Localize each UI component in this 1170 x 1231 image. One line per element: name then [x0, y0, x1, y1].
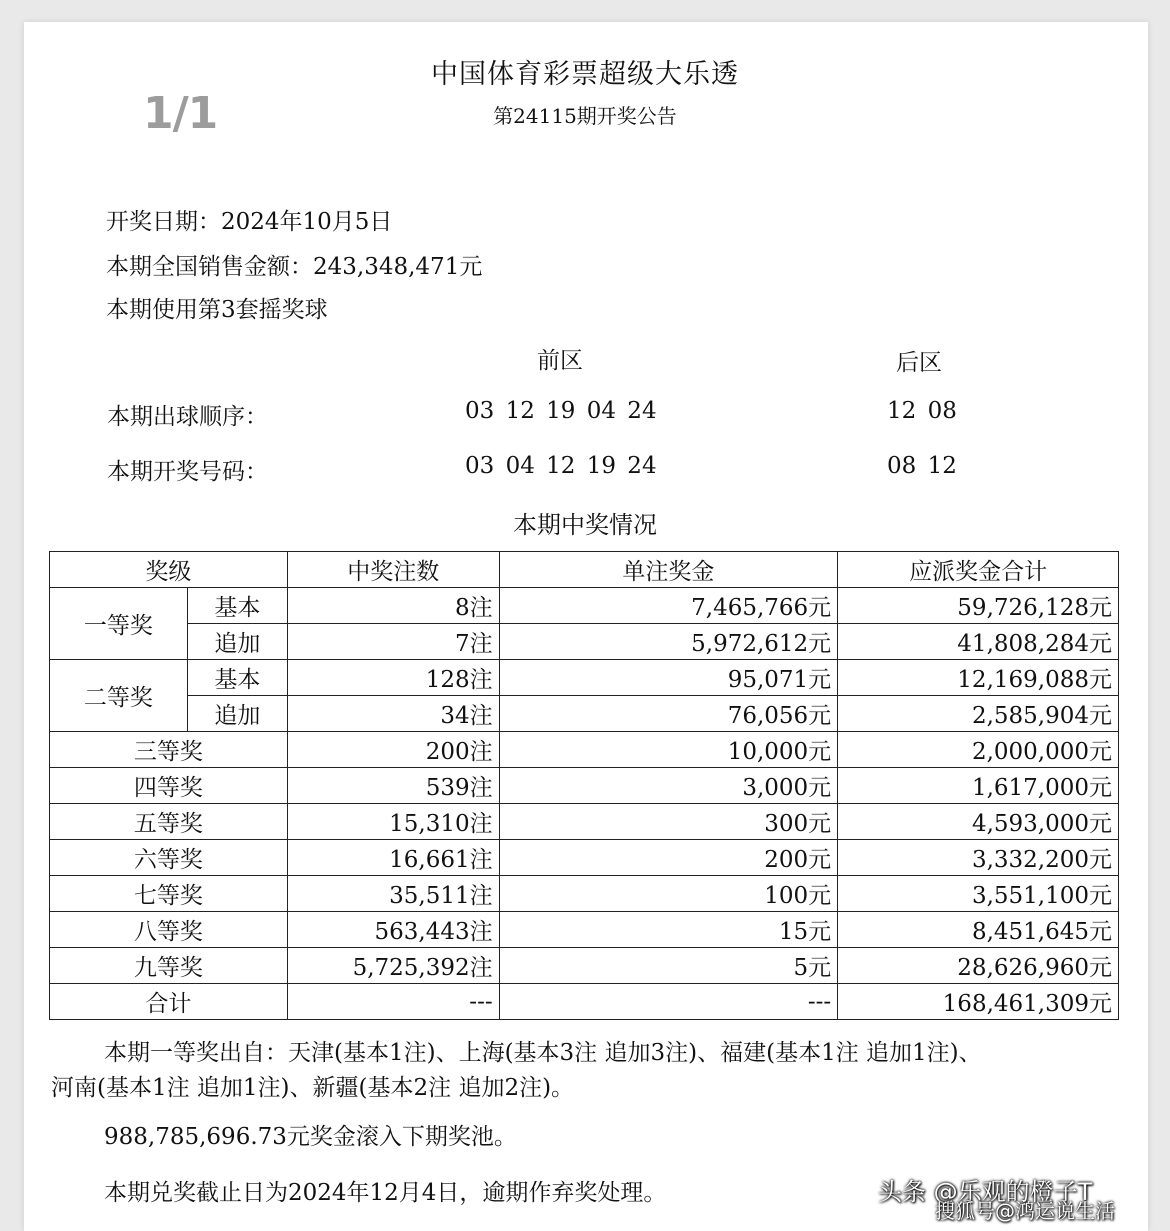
winning-numbers-front: 03 04 12 19 24: [465, 453, 657, 479]
header-level: 奖级: [50, 552, 288, 588]
winning-numbers-label: 本期开奖号码：: [107, 459, 268, 485]
jackpot-rollover: 988,785,696.73元奖金滚入下期奖池。: [104, 1124, 517, 1150]
table-row: [50, 948, 1119, 984]
prize-level: 八等奖: [50, 912, 288, 948]
header-total: 应派奖金合计: [838, 552, 1119, 588]
prize-total: 4,593,000元: [838, 804, 1119, 840]
winner-count: 128注: [287, 660, 499, 696]
table-row: [50, 840, 1119, 876]
watermark-toutiao: 头条 @乐观的橙子T: [878, 1178, 1093, 1206]
front-zone-heading: 前区: [537, 348, 583, 374]
issue-subtitle: 第24115期开奖公告: [493, 104, 677, 128]
bet-type: 基本: [187, 588, 287, 624]
prize-total: 8,451,645元: [838, 912, 1119, 948]
winner-count: 16,661注: [287, 840, 499, 876]
prize-amount: 100元: [499, 876, 838, 912]
sales-amount: 本期全国销售金额：243,348,471元: [106, 254, 483, 280]
watermark-sohu: 搜狐号@鸿运说生活: [935, 1199, 1115, 1223]
draw-date: 开奖日期：2024年10月5日: [106, 209, 393, 235]
prize-section-title: 本期中奖情况: [513, 511, 657, 539]
prize-total: 28,626,960元: [838, 948, 1119, 984]
first-prize-origin-line2: 河南(基本1注 追加1注)、新疆(基本2注 追加2注)。: [51, 1075, 575, 1101]
table-row: [50, 588, 1119, 624]
winner-count: 563,443注: [287, 912, 499, 948]
prize-total: 41,808,284元: [838, 624, 1119, 660]
page-indicator: 1/1: [143, 88, 218, 139]
table-row: [50, 732, 1119, 768]
prize-level: 合计: [50, 984, 288, 1020]
prize-total: 3,332,200元: [838, 840, 1119, 876]
prize-level: 四等奖: [50, 768, 288, 804]
prize-level: 三等奖: [50, 732, 288, 768]
ball-set: 本期使用第3套摇奖球: [106, 297, 328, 323]
prize-table: [49, 551, 1119, 1020]
header-count: 中奖注数: [287, 552, 499, 588]
prize-amount: 10,000元: [499, 732, 838, 768]
prize-total: 3,551,100元: [838, 876, 1119, 912]
table-total-row: [50, 984, 1119, 1020]
prize-total: 2,000,000元: [838, 732, 1119, 768]
bet-type: 基本: [187, 660, 287, 696]
draw-order-back: 12 08: [887, 398, 957, 424]
prize-amount: 300元: [499, 804, 838, 840]
winner-count: 34注: [287, 696, 499, 732]
winner-count: 5,725,392注: [287, 948, 499, 984]
prize-amount: 15元: [499, 912, 838, 948]
table-row: [50, 876, 1119, 912]
bet-type: 追加: [187, 696, 287, 732]
prize-level: 一等奖: [50, 588, 188, 660]
prize-level: 六等奖: [50, 840, 288, 876]
draw-order-label: 本期出球顺序：: [107, 404, 268, 430]
header-amount: 单注奖金: [499, 552, 838, 588]
prize-total: 59,726,128元: [838, 588, 1119, 624]
winner-count: 539注: [287, 768, 499, 804]
winner-count: 200注: [287, 732, 499, 768]
prize-amount: 95,071元: [499, 660, 838, 696]
prize-total: 12,169,088元: [838, 660, 1119, 696]
table-row: [50, 768, 1119, 804]
prize-amount: 5,972,612元: [499, 624, 838, 660]
claim-deadline: 本期兑奖截止日为2024年12月4日，逾期作弃奖处理。: [104, 1180, 667, 1206]
winner-count: 15,310注: [287, 804, 499, 840]
prize-level: 五等奖: [50, 804, 288, 840]
prize-amount: 7,465,766元: [499, 588, 838, 624]
prize-level: 九等奖: [50, 948, 288, 984]
back-zone-heading: 后区: [896, 350, 942, 376]
prize-amount: 76,056元: [499, 696, 838, 732]
first-prize-origin-line1: 本期一等奖出自：天津(基本1注)、上海(基本3注 追加3注)、福建(基本1注 追加1注)、: [104, 1040, 982, 1066]
prize-amount: 200元: [499, 840, 838, 876]
prize-amount: 5元: [499, 948, 838, 984]
table-row: [50, 804, 1119, 840]
page-title: 中国体育彩票超级大乐透: [431, 59, 739, 90]
prize-total: 168,461,309元: [838, 984, 1119, 1020]
table-row: [50, 660, 1119, 696]
prize-total: 1,617,000元: [838, 768, 1119, 804]
prize-amount: 3,000元: [499, 768, 838, 804]
winner-count: 8注: [287, 588, 499, 624]
prize-total: 2,585,904元: [838, 696, 1119, 732]
prize-level: 二等奖: [50, 660, 188, 732]
prize-amount: ---: [499, 984, 838, 1020]
winner-count: ---: [287, 984, 499, 1020]
prize-level: 七等奖: [50, 876, 288, 912]
table-header-row: [50, 552, 1119, 588]
table-row: [50, 624, 1119, 660]
winner-count: 7注: [287, 624, 499, 660]
winning-numbers-back: 08 12: [887, 453, 957, 479]
draw-order-front: 03 12 19 04 24: [465, 398, 657, 424]
winner-count: 35,511注: [287, 876, 499, 912]
bet-type: 追加: [187, 624, 287, 660]
table-row: [50, 696, 1119, 732]
table-row: [50, 912, 1119, 948]
